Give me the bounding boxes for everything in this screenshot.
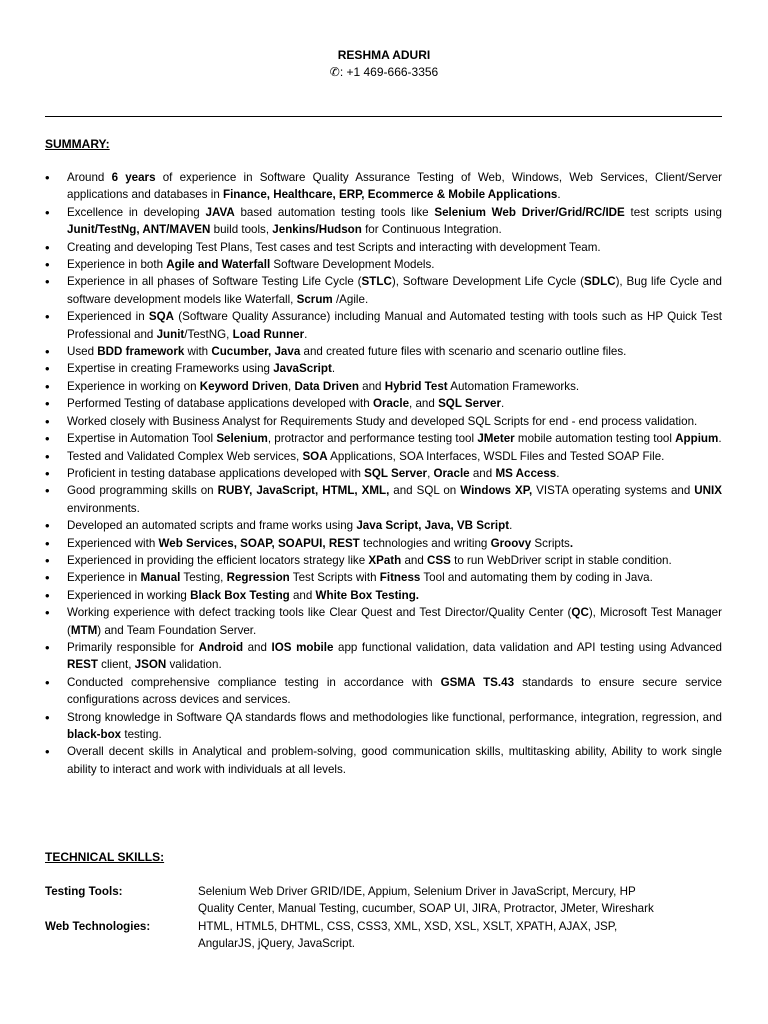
text-run: app functional validation, data validation and API testing using Advanced bbox=[333, 640, 722, 654]
text-run: . bbox=[501, 397, 505, 411]
bold-text: Jenkins/Hudson bbox=[272, 223, 362, 237]
bold-text: Data Driven bbox=[294, 379, 359, 393]
text-run: , and bbox=[409, 397, 439, 411]
text-run: /Agile. bbox=[332, 292, 369, 306]
candidate-name: RESHMA ADURI bbox=[337, 48, 431, 62]
text-run: Experienced in working bbox=[67, 588, 191, 602]
summary-bullet bbox=[45, 674, 722, 709]
bold-text: Regression bbox=[226, 571, 290, 585]
bold-text: SOA bbox=[302, 449, 328, 463]
summary-bullet bbox=[45, 395, 722, 412]
skill-label: Testing Tools: bbox=[45, 885, 123, 898]
summary-bullet bbox=[45, 204, 722, 239]
summary-bullet bbox=[45, 413, 722, 430]
bold-text: SDLC bbox=[584, 275, 616, 289]
text-run: Experience in bbox=[67, 571, 141, 585]
text-run: environments. bbox=[67, 501, 140, 515]
text-run: Creating and developing Test Plans, Test cases and test Scripts and interacting with development Team. bbox=[67, 240, 601, 254]
summary-bullet bbox=[45, 709, 722, 744]
bold-text: Manual bbox=[140, 571, 181, 585]
bold-text: QC bbox=[571, 606, 589, 620]
summary-bullet bbox=[45, 256, 722, 273]
summary-bullet bbox=[45, 448, 722, 465]
summary-bullet bbox=[45, 743, 722, 778]
phone-number: ✆: +1 469-666-3356 bbox=[329, 65, 439, 79]
text-run: ) and Team Foundation Server. bbox=[97, 623, 257, 637]
summary-bullet bbox=[45, 169, 722, 204]
text-run: and created future files with scenario and scenario outline files. bbox=[300, 345, 627, 359]
text-run: Scripts bbox=[531, 536, 570, 550]
text-run: and bbox=[289, 588, 316, 602]
technical-skills-heading: TECHNICAL SKILLS: bbox=[45, 850, 165, 864]
text-run: Experience in all phases of Software Testing Life Cycle ( bbox=[67, 275, 362, 289]
bold-text: JAVA bbox=[205, 205, 235, 219]
text-run: Overall decent skills in Analytical and problem-solving, good communication skills, multitasking ability, Ability to work single ability to interact and work with individuals at all levels. bbox=[67, 745, 722, 776]
bold-text: Finance, Healthcare, ERP, Ecommerce & Mobile Applications bbox=[222, 188, 558, 202]
text-run: Experienced with bbox=[67, 536, 159, 550]
bold-text: Junit/TestNg, ANT/MAVEN bbox=[67, 223, 211, 237]
bold-text: Oracle bbox=[433, 466, 470, 480]
summary-bullet bbox=[45, 482, 722, 517]
summary-bullet bbox=[45, 569, 722, 586]
text-run: Used bbox=[67, 345, 98, 359]
text-run: standards to ensure secure service configurations across devices and services. bbox=[67, 675, 722, 707]
text-run: Experienced in bbox=[67, 310, 149, 324]
text-run: , bbox=[427, 466, 434, 480]
bold-text: Appium bbox=[675, 432, 719, 446]
text-run: Software Development Models. bbox=[270, 258, 435, 272]
bold-text: JavaScript bbox=[273, 362, 332, 376]
text-run: , protractor and performance testing tool bbox=[267, 432, 478, 446]
bold-text: GSMA TS.43 bbox=[440, 675, 515, 689]
summary-bullet bbox=[45, 552, 722, 569]
text-run: Expertise in creating Frameworks using bbox=[67, 362, 274, 376]
text-run: . bbox=[304, 327, 308, 341]
bold-text: Web Services, SOAP, SOAPUI, REST bbox=[158, 536, 360, 550]
text-run: and bbox=[243, 640, 272, 654]
skill-value: HTML, HTML5, DHTML, CSS, CSS3, XML, XSD, XSL, XSLT, XPATH, AJAX, JSP, AngularJS, jQuery, JavaScript. bbox=[198, 919, 618, 951]
text-run: Working experience with defect tracking tools like Clear Quest and Test Director/Quality Center ( bbox=[67, 606, 572, 620]
text-run: Around bbox=[67, 171, 112, 184]
text-run: VISTA operating systems and bbox=[532, 484, 695, 498]
skill-row-testing-tools bbox=[45, 883, 722, 918]
technical-skills-table bbox=[45, 883, 722, 953]
text-run: ), Microsoft Test Manager ( bbox=[67, 606, 722, 637]
resume-header bbox=[0, 47, 768, 81]
text-run: Strong knowledge in Software QA standards flows and methodologies like functional, performance, integration, regression, and bbox=[67, 710, 722, 724]
text-run: client, bbox=[97, 658, 135, 672]
bold-text: Java Script, Java, VB Script bbox=[356, 519, 510, 533]
bold-text: CSS bbox=[427, 553, 451, 567]
text-run: Tested and Validated Complex Web services, bbox=[67, 449, 303, 463]
text-run: Primarily responsible for bbox=[67, 640, 199, 654]
summary-bullet bbox=[45, 378, 722, 395]
bold-text: SQL Server bbox=[438, 397, 502, 411]
text-run: based automation testing tools like bbox=[234, 205, 435, 219]
text-run: Applications, SOA Interfaces, WSDL Files and Tested SOAP File. bbox=[327, 449, 665, 463]
bold-text: SQL Server bbox=[364, 466, 428, 480]
bold-text: BDD framework bbox=[97, 345, 185, 359]
text-run: . bbox=[509, 519, 513, 533]
summary-bullet bbox=[45, 308, 722, 343]
text-run: Expertise in Automation Tool bbox=[67, 432, 217, 446]
bold-text: Oracle bbox=[372, 397, 410, 411]
bold-text: Windows XP, bbox=[460, 484, 533, 498]
text-run: . bbox=[331, 362, 336, 376]
bold-text: Groovy bbox=[490, 536, 532, 550]
text-run: Experience in working on bbox=[67, 379, 200, 393]
bold-text: Selenium Web Driver/Grid/RC/IDE bbox=[434, 205, 625, 219]
bold-text: REST bbox=[67, 658, 98, 672]
text-run: Experienced in providing the efficient locators strategy like bbox=[67, 553, 369, 567]
bold-text: Selenium bbox=[216, 432, 268, 446]
skill-row-web-technologies bbox=[45, 918, 722, 953]
text-run: mobile automation testing tool bbox=[514, 432, 676, 446]
text-run: . bbox=[557, 188, 561, 202]
summary-list bbox=[45, 169, 722, 778]
bold-text: 6 years bbox=[111, 171, 156, 184]
bold-text: XPath bbox=[368, 553, 402, 567]
bold-text: UNIX bbox=[694, 484, 722, 498]
summary-heading: SUMMARY: bbox=[45, 137, 110, 151]
bold-text: MTM bbox=[70, 623, 98, 637]
text-run: to run WebDriver script in stable condition. bbox=[450, 553, 672, 567]
text-run: Testing, bbox=[180, 571, 227, 585]
text-run: build tools, bbox=[210, 223, 273, 237]
summary-bullet bbox=[45, 430, 722, 447]
summary-bullet bbox=[45, 273, 722, 308]
text-run: and bbox=[469, 466, 496, 480]
text-run: Test Scripts with bbox=[289, 571, 380, 585]
bold-text: RUBY, JavaScript, HTML, XML, bbox=[217, 484, 390, 498]
summary-bullet bbox=[45, 239, 722, 256]
summary-bullet bbox=[45, 343, 722, 360]
header-divider bbox=[45, 116, 722, 117]
summary-bullet bbox=[45, 604, 722, 639]
text-run: Developed an automated scripts and frame works using bbox=[67, 519, 357, 533]
skill-value: Selenium Web Driver GRID/IDE, Appium, Selenium Driver in JavaScript, Mercury, HP Quality Center, Manual Testing, cucumber, SOAP UI, JIRA, Protractor, JMeter, Wireshark bbox=[198, 885, 654, 916]
summary-bullet bbox=[45, 517, 722, 534]
text-run: , bbox=[288, 379, 295, 393]
text-run: testing. bbox=[121, 728, 162, 741]
text-run: Automation Frameworks. bbox=[447, 379, 580, 393]
bold-text: Black Box Testing bbox=[190, 588, 290, 602]
summary-bullet bbox=[45, 535, 722, 552]
skill-label: Web Technologies: bbox=[45, 919, 151, 933]
summary-bullet bbox=[45, 360, 722, 377]
text-run: Experience in both bbox=[67, 258, 167, 272]
summary-bullet bbox=[45, 465, 722, 482]
bold-text: Keyword Driven bbox=[199, 379, 289, 393]
text-run: and SQL on bbox=[389, 484, 461, 498]
text-run: for Continuous Integration. bbox=[361, 223, 502, 237]
text-run: Excellence in developing bbox=[67, 205, 206, 219]
text-run: (Software Quality Assurance) including Manual and Automated testing with tools such as HP Quick Test Professional and bbox=[67, 310, 722, 341]
text-run: . bbox=[718, 432, 722, 446]
bold-text: MS Access bbox=[495, 466, 557, 480]
text-run: /TestNG, bbox=[184, 327, 233, 341]
bold-text: Cucumber, Java bbox=[211, 345, 301, 359]
bold-text: White Box Testing. bbox=[315, 588, 420, 602]
text-run: ), Software Development Life Cycle ( bbox=[391, 275, 584, 289]
bold-text: SQA bbox=[148, 310, 175, 324]
bold-text: Hybrid Test bbox=[384, 379, 448, 393]
text-run: validation. bbox=[166, 658, 222, 672]
summary-bullet bbox=[45, 639, 722, 674]
text-run: Proficient in testing database applications developed with bbox=[67, 466, 365, 480]
bold-text: JSON bbox=[134, 658, 167, 672]
bold-text: Junit bbox=[156, 327, 185, 341]
bold-text: Scrum bbox=[296, 292, 333, 306]
text-run: with bbox=[184, 345, 212, 359]
bold-text: IOS mobile bbox=[271, 640, 334, 654]
bold-text: STLC bbox=[361, 275, 392, 289]
bold-text: Agile and Waterfall bbox=[166, 258, 271, 272]
bold-text: . bbox=[569, 536, 574, 550]
text-run: Good programming skills on bbox=[67, 484, 218, 498]
summary-bullet bbox=[45, 587, 722, 604]
bold-text: JMeter bbox=[477, 432, 515, 446]
bold-text: Fitness bbox=[379, 571, 421, 585]
text-run: ), Bug life Cycle and software development models like Waterfall, bbox=[67, 275, 723, 306]
text-run: Worked closely with Business Analyst for Requirements Study and developed SQL Scripts for end - end process validation. bbox=[67, 414, 698, 428]
text-run: technologies and writing bbox=[359, 536, 491, 550]
text-run: and bbox=[358, 379, 385, 393]
text-run: test scripts using bbox=[624, 205, 722, 219]
text-run: and bbox=[401, 553, 428, 567]
text-run: . bbox=[556, 466, 560, 480]
text-run: Performed Testing of database applications developed with bbox=[67, 397, 373, 411]
bold-text: Load Runner bbox=[232, 327, 305, 341]
bold-text: Android bbox=[198, 640, 244, 654]
bold-text: black-box bbox=[67, 728, 122, 741]
text-run: of experience in Software Quality Assurance Testing of Web, Windows, Web Services, Client/Server applications and databases in bbox=[67, 171, 722, 202]
text-run: Conducted comprehensive compliance testing in accordance with bbox=[67, 675, 441, 689]
text-run: Tool and automating them by coding in Java. bbox=[420, 571, 653, 585]
